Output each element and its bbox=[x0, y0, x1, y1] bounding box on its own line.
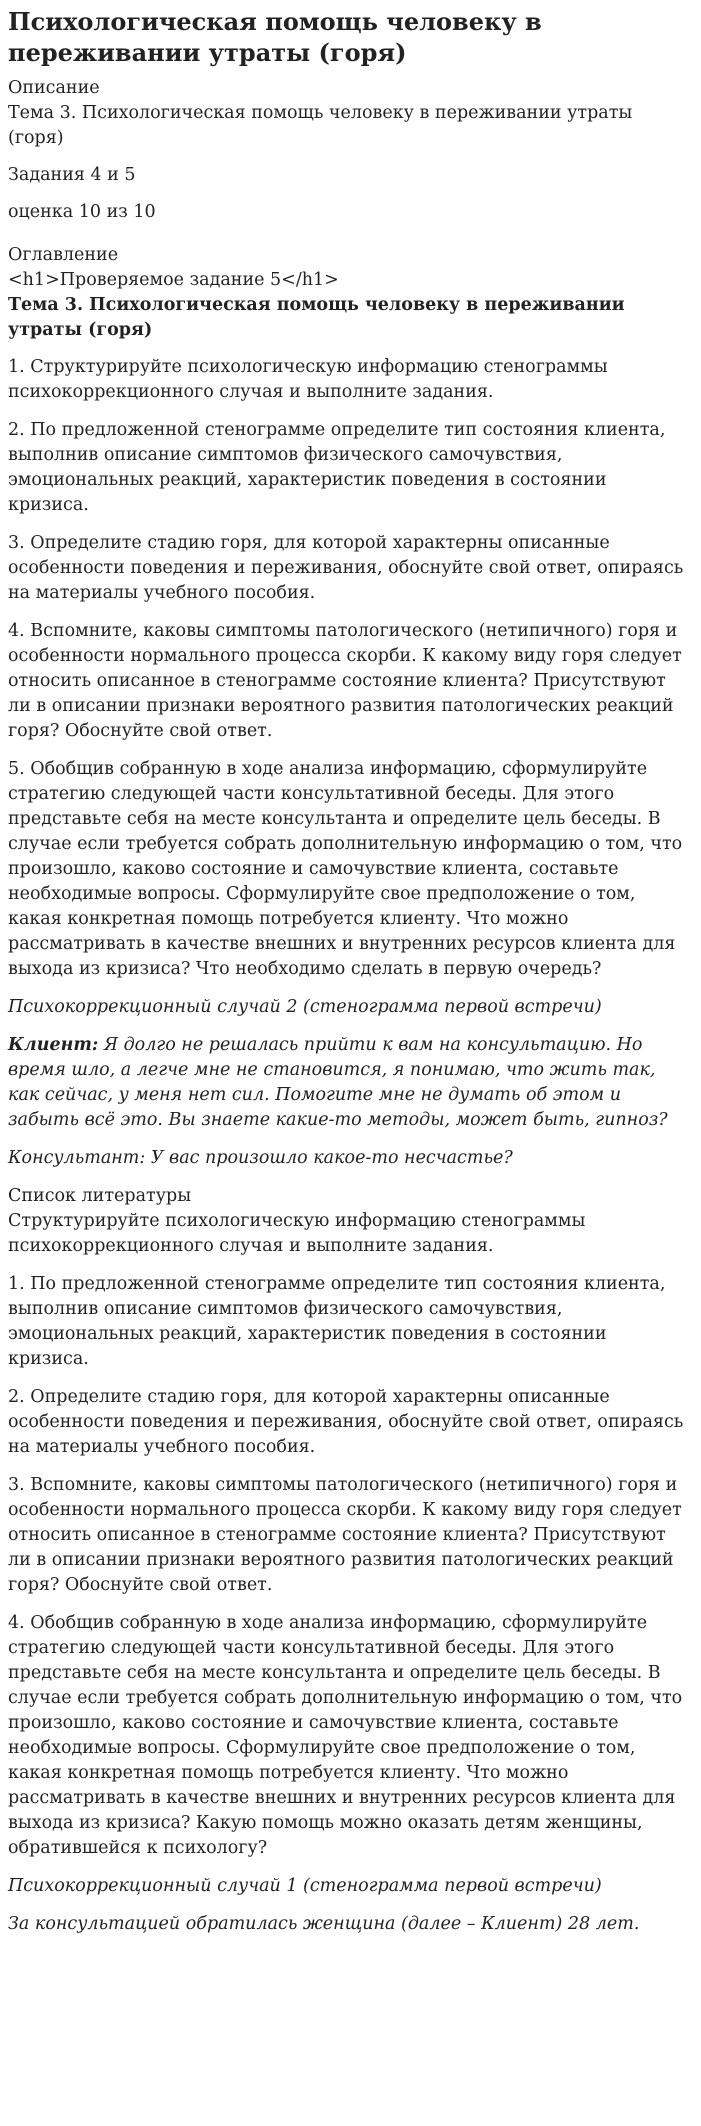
description-text: Тема 3. Психологическая помощь человеку в переживании утраты (горя) bbox=[8, 103, 633, 148]
toc-raw-heading: <h1>Проверяемое задание 5</h1> bbox=[8, 270, 339, 290]
literature-intro: Структурируйте психологическую информацию стенограммы психокоррекционного случая и выполните задания. bbox=[8, 1211, 586, 1256]
client-label: Клиент: bbox=[8, 1035, 99, 1055]
list-item: 2. По предложенной стенограмме определите тип состояния клиента, выполнив описание симптомов физического самочувствия, эмоциональных реакций, характеристик поведения в состоянии кризиса. bbox=[8, 420, 666, 515]
grade-info: оценка 10 из 10 bbox=[8, 202, 156, 222]
case1-heading: Психокоррекционный случай 1 (стенограмма первой встречи) bbox=[8, 1876, 602, 1896]
client-replica bbox=[8, 1033, 691, 1133]
list-item: 4. Обобщив собранную в ходе анализа информацию, сформулируйте стратегию следующей части консультативной беседы. Для этого представьте себя на месте консультанта и определите цель беседы. В случае если требуется собрать дополнительную информацию о том, что произошло, каково состояние и самочувствие клиента, составьте необходимые вопросы. Сформулируйте свое предположение о том, какая конкретная помощь потребуется клиенту. Что можно рассматривать в качестве внешних и внутренних ресурсов клиента для выхода из кризиса? Какую помощь можно оказать детям женщины, обратившейся к психологу? bbox=[8, 1613, 683, 1858]
description-label: Описание bbox=[8, 78, 100, 98]
list-item: 3. Определите стадию горя, для которой характерны описанные особенности поведения и переживания, обоснуйте свой ответ, опираясь на материалы учебного пособия. bbox=[8, 533, 684, 603]
consultant-replica: Консультант: У вас произошло какое-то несчастье? bbox=[8, 1148, 513, 1168]
topic-heading: Тема 3. Психологическая помощь человеку в переживании утраты (горя) bbox=[8, 295, 625, 340]
list-item: 1. Структурируйте психологическую информацию стенограммы психокоррекционного случая и выполните задания. bbox=[8, 357, 608, 402]
list-item: 1. По предложенной стенограмме определите тип состояния клиента, выполнив описание симптомов физического самочувствия, эмоциональных реакций, характеристик поведения в состоянии кризиса. bbox=[8, 1274, 666, 1369]
list-item: 5. Обобщив собранную в ходе анализа информацию, сформулируйте стратегию следующей части консультативной беседы. Для этого представьте себя на месте консультанта и определите цель беседы. В случае если требуется собрать дополнительную информацию о том, что произошло, каково состояние и самочувствие клиента, составьте необходимые вопросы. Сформулируйте свое предположение о том, какая конкретная помощь потребуется клиенту. Что можно рассматривать в качестве внешних и внутренних ресурсов клиента для выхода из кризиса? Что необходимо сделать в первую очередь? bbox=[8, 759, 683, 979]
literature-label: Список литературы bbox=[8, 1186, 192, 1206]
case2-heading: Психокоррекционный случай 2 (стенограмма первой встречи) bbox=[8, 997, 602, 1017]
list-item: 3. Вспомните, каковы симптомы патологического (нетипичного) горя и особенности нормального процесса скорби. К какому виду горя следует относить описанное в стенограмме состояние клиента? Присутствуют ли в описании признаки вероятного развития патологических реакций горя? Обоснуйте свой ответ. bbox=[8, 1475, 682, 1595]
tasks-info: Задания 4 и 5 bbox=[8, 165, 136, 185]
list-item: 2. Определите стадию горя, для которой характерны описанные особенности поведения и переживания, обоснуйте свой ответ, опираясь на материалы учебного пособия. bbox=[8, 1387, 684, 1457]
list-item: 4. Вспомните, каковы симптомы патологического (нетипичного) горя и особенности нормального процесса скорби. К какому виду горя следует относить описанное в стенограмме состояние клиента? Присутствуют ли в описании признаки вероятного развития патологических реакций горя? Обоснуйте свой ответ. bbox=[8, 621, 682, 741]
page-title: Психологическая помощь человеку в переживании утраты (горя) bbox=[8, 7, 542, 67]
case1-text: За консультацией обратилась женщина (далее – Клиент) 28 лет. bbox=[8, 1914, 640, 1934]
toc-label: Оглавление bbox=[8, 245, 119, 265]
client-text: Я долго не решалась прийти к вам на консультацию. Но время шло, а легче мне не становится, я понимаю, что жить так, как сейчас, у меня нет сил. Помогите мне не думать об этом и забыть всё это. Вы знаете какие-то методы, может быть, гипноз? bbox=[8, 1035, 668, 1130]
